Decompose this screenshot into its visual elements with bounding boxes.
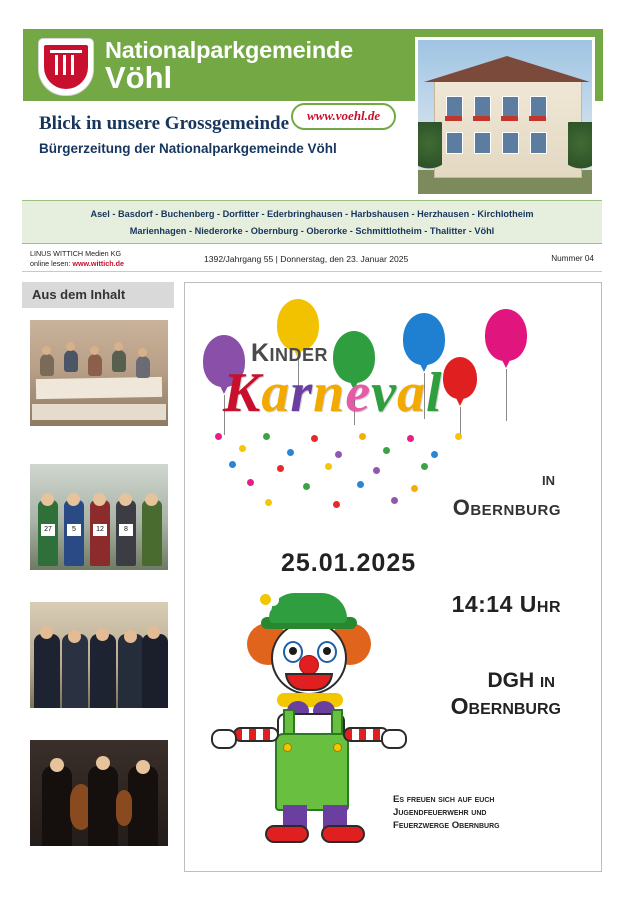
website-badge[interactable]: www.voehl.de — [291, 103, 396, 130]
ad-footer — [393, 793, 573, 832]
clown-illustration — [225, 583, 405, 851]
publisher-info — [30, 249, 124, 268]
carnival-advertisement[interactable] — [184, 282, 602, 872]
ad-headline-small: Kinder — [251, 339, 329, 367]
coat-of-arms-icon — [39, 39, 93, 95]
imprint-bar — [22, 246, 602, 272]
publisher-name: LINUS WITTICH Medien KG — [30, 249, 122, 258]
publisher-online: online lesen: www.wittich.de — [30, 258, 125, 268]
thumbnail-kids-with-numbers[interactable]: 27 5 12 8 — [30, 464, 168, 570]
issue-info: 1392/Jahrgang 55 | Donnerstag, den 23. Januar 2025 — [204, 254, 409, 264]
village-list — [22, 200, 602, 244]
publisher-link[interactable]: www.wittich.de — [72, 258, 125, 268]
ad-headline-big: Karneval — [223, 362, 443, 424]
ad-date: 25.01.2025 — [281, 549, 417, 577]
masthead-building-photo — [415, 37, 595, 197]
thumbnail-musicians[interactable] — [30, 740, 168, 846]
ad-venue-line1: DGH in — [487, 669, 555, 692]
issue-number: Nummer 04 — [551, 254, 594, 263]
village-list-line2: Marienhagen - Niederorke - Obernburg - Oberorke - Schmittlotheim - Thalitter - Vöhl — [129, 226, 495, 236]
ad-footer-line2: Jugendfeuerwehr und — [393, 807, 487, 818]
ad-place: Obernburg — [452, 495, 561, 520]
ad-time: 14:14 Uhr — [451, 591, 561, 617]
ad-venue-line2: Obernburg — [450, 693, 561, 719]
hat-flower-icon — [253, 587, 279, 613]
ad-footer-line1: Es freuen sich auf euch — [393, 794, 495, 805]
balloon-pink — [485, 309, 527, 361]
thumbnail-group-portrait[interactable] — [30, 602, 168, 708]
balloon-blue — [403, 313, 445, 365]
village-list-line1: Asel - Basdorf - Buchenberg - Dorfitter - Ederbringhausen - Harbshausen - Herzhausen - Kirchlotheim — [90, 209, 534, 219]
masthead-subtitle: Bürgerzeitung der Nationalparkgemeinde Vöhl — [39, 141, 337, 156]
masthead — [22, 28, 604, 198]
masthead-claim: Blick in unsere Grossgemeinde — [39, 113, 290, 134]
masthead-title-line1: Nationalparkgemeinde — [105, 37, 354, 63]
ad-footer-line3: Feuerzwerge Obernburg — [393, 820, 500, 831]
sidebar-contents — [22, 282, 174, 872]
sidebar-title: Aus dem Inhalt — [32, 287, 126, 302]
balloon-red — [443, 357, 477, 399]
ad-in-label: in — [542, 469, 555, 489]
thumbnail-indoor-gathering[interactable] — [30, 320, 168, 426]
masthead-title-line2: Vöhl — [105, 60, 173, 95]
